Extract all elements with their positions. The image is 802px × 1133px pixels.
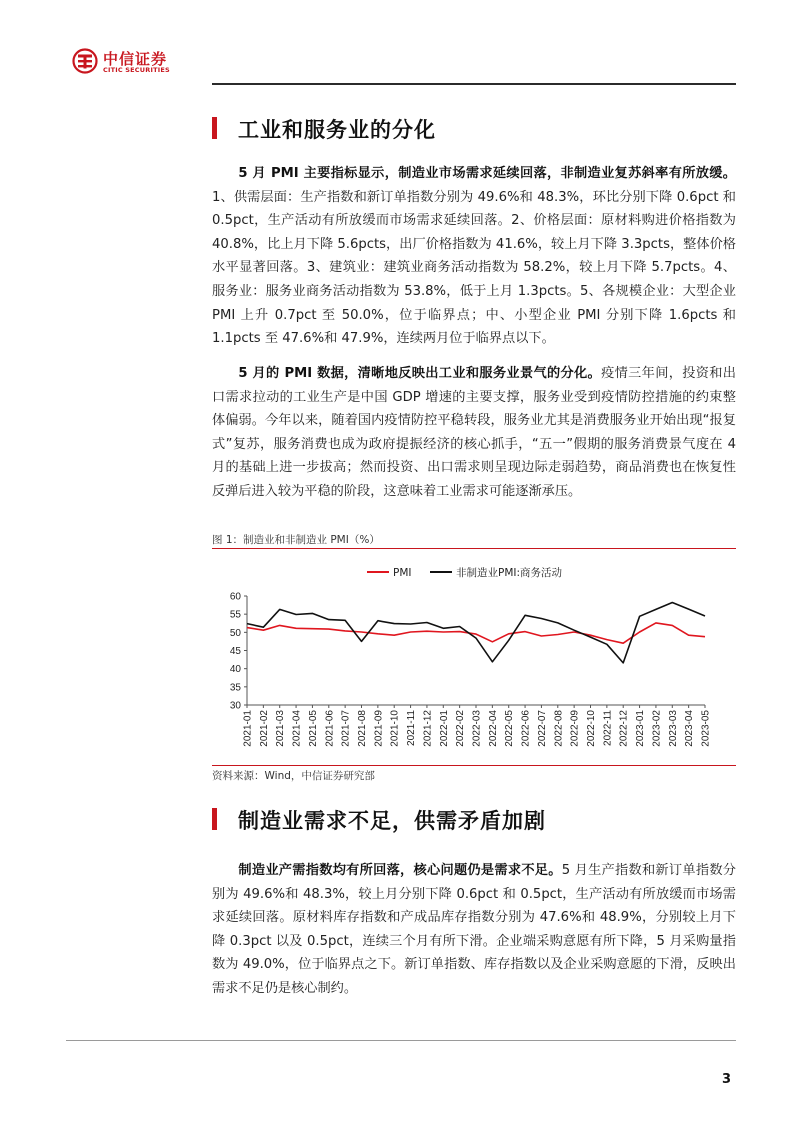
y-tick-label: 30 [229,700,241,712]
x-tick-label: 2022-10 [586,710,597,747]
footer-divider [66,1040,736,1041]
x-tick-label: 2021-10 [389,710,401,747]
x-tick-label: 2023-04 [684,710,696,747]
y-tick-label: 55 [229,609,241,621]
pmi-chart [212,552,736,762]
section-marker [212,117,217,139]
x-tick-label: 2021-12 [422,710,434,747]
legend-label: PMI [393,567,412,579]
series-line-non-manufacturing [247,603,705,663]
x-tick-label: 2022-07 [536,710,548,747]
x-tick-label: 2022-06 [520,710,532,747]
section-title: 工业和服务业的分化 [238,118,436,142]
y-tick-label: 40 [229,664,241,676]
figure-source: 资料来源：Wind，中信证券研究部 [212,770,375,782]
x-tick-label: 2021-02 [258,710,270,747]
figure-bottom-rule [212,765,736,766]
citic-logo-icon [72,48,98,74]
paragraph-divergence [212,362,736,504]
x-tick-label: 2023-02 [651,710,663,747]
x-tick-label: 2022-08 [553,710,565,747]
brand-name-cn: 中信证券 [103,50,168,68]
section-title: 制造业需求不足，供需矛盾加剧 [238,809,546,833]
brand-name-en: CITIC SECURITIES [103,66,170,74]
x-tick-label: 2021-03 [275,710,287,747]
pmi-line-chart [212,552,736,762]
x-tick-label: 2021-07 [340,710,352,747]
x-tick-label: 2022-12 [618,710,630,747]
x-tick-label: 2022-01 [438,710,450,747]
citic-logo [72,46,192,76]
x-tick-label: 2021-11 [406,710,418,746]
section-marker [212,808,217,830]
y-tick-label: 50 [229,627,241,639]
x-tick-label: 2021-05 [307,710,319,747]
x-tick-label: 2022-09 [569,710,581,747]
figure-caption: 图 1：制造业和非制造业 PMI（%） [212,534,380,546]
legend-label: 非制造业PMI:商务活动 [456,567,563,579]
paragraph-pmi-summary [212,162,736,351]
x-tick-label: 2022-04 [487,710,499,747]
figure-top-rule [212,548,736,549]
paragraph-lead: 5 月的 PMI 数据，清晰地反映出工业和服务业景气的分化。 [238,366,602,381]
x-tick-label: 2022-05 [504,710,516,747]
x-tick-label: 2021-04 [291,710,303,747]
x-tick-label: 2023-05 [700,710,712,747]
y-tick-label: 45 [229,646,241,657]
x-tick-label: 2021-09 [373,710,385,747]
paragraph-body: 疫情三年间，投资和出口需求拉动的工业生产是中国 GDP 增速的主要支撑，服务业受到疫情防控措施的约束整体偏弱。今年以来，随着国内疫情防控平稳转段，服务业尤其是消费服务业开始出现“报复式”复苏，服务消费也成为政府提振经济的核心抓手，“五一”假期的服务消费景气度在 4 月的基础上进一步拔高；然而投资、出口需求则呈现边际走弱趋势，商品消费也在恢复性反弹后进入较为平稳的阶段，这意味着工业需求可能逐渐承压。 [212,366,736,499]
y-tick-label: 35 [229,682,241,694]
page-number: 3 [722,1072,732,1087]
paragraph-lead: 5 月 PMI 主要指标显示，制造业市场需求延续回落，非制造业复苏斜率有所放缓。 [238,166,736,181]
y-tick-label: 60 [229,591,241,603]
x-tick-label: 2022-11 [602,710,614,746]
x-tick-label: 2022-02 [455,710,467,747]
header-divider [212,83,736,85]
x-tick-label: 2021-01 [242,710,254,747]
paragraph-lead: 制造业产需指数均有所回落，核心问题仍是需求不足。 [238,863,562,878]
paragraph-body: 5 月生产指数和新订单指数分别为 49.6%和 48.3%，较上月分别下降 0.6pct 和 0.5pct，生产活动有所放缓而市场需求延续回落。原材料库存指数和产成品库存指数分别为 47.6%和 48.9%，分别较上月下降 0.3pct 以及 0.5pct，连续三个月有所下滑。企业端采购意愿有所下降，5 月采购量指数为 49.0%，位于临界点之下。新订单指数、库存指数以及企业采购意愿的下滑，反映出需求不足仍是核心制约。 [212,863,736,996]
x-tick-label: 2022-03 [471,710,483,747]
paragraph-body: 1、供需层面：生产指数和新订单指数分别为 49.6%和 48.3%，环比分别下降 0.6pct 和 0.5pct，生产活动有所放缓而市场需求延续回落。2、价格层面：原材料购进价格指数为 40.8%，比上月下降 5.6pcts，出厂价格指数为 41.6%，较上月下降 3.3pcts，整体价格水平显著回落。3、建筑业：建筑业商务活动指数为 58.2%，较上月下降 5.7pcts。4、服务业：服务业商务活动指数为 53.8%，低于上月 1.3pcts。5、各规模企业：大型企业 PMI 上升 0.7pct 至 50.0%，位于临界点；中、小型企业 PMI 分别下降 1.6pcts 和 1.1pcts 至 47.6%和 47.9%，连续两月位于临界点以下。 [212,189,736,347]
x-tick-label: 2021-08 [357,710,368,747]
x-tick-label: 2023-01 [635,710,647,747]
paragraph-demand [212,859,736,1001]
x-tick-label: 2021-06 [324,710,336,747]
x-tick-label: 2023-03 [667,710,679,747]
